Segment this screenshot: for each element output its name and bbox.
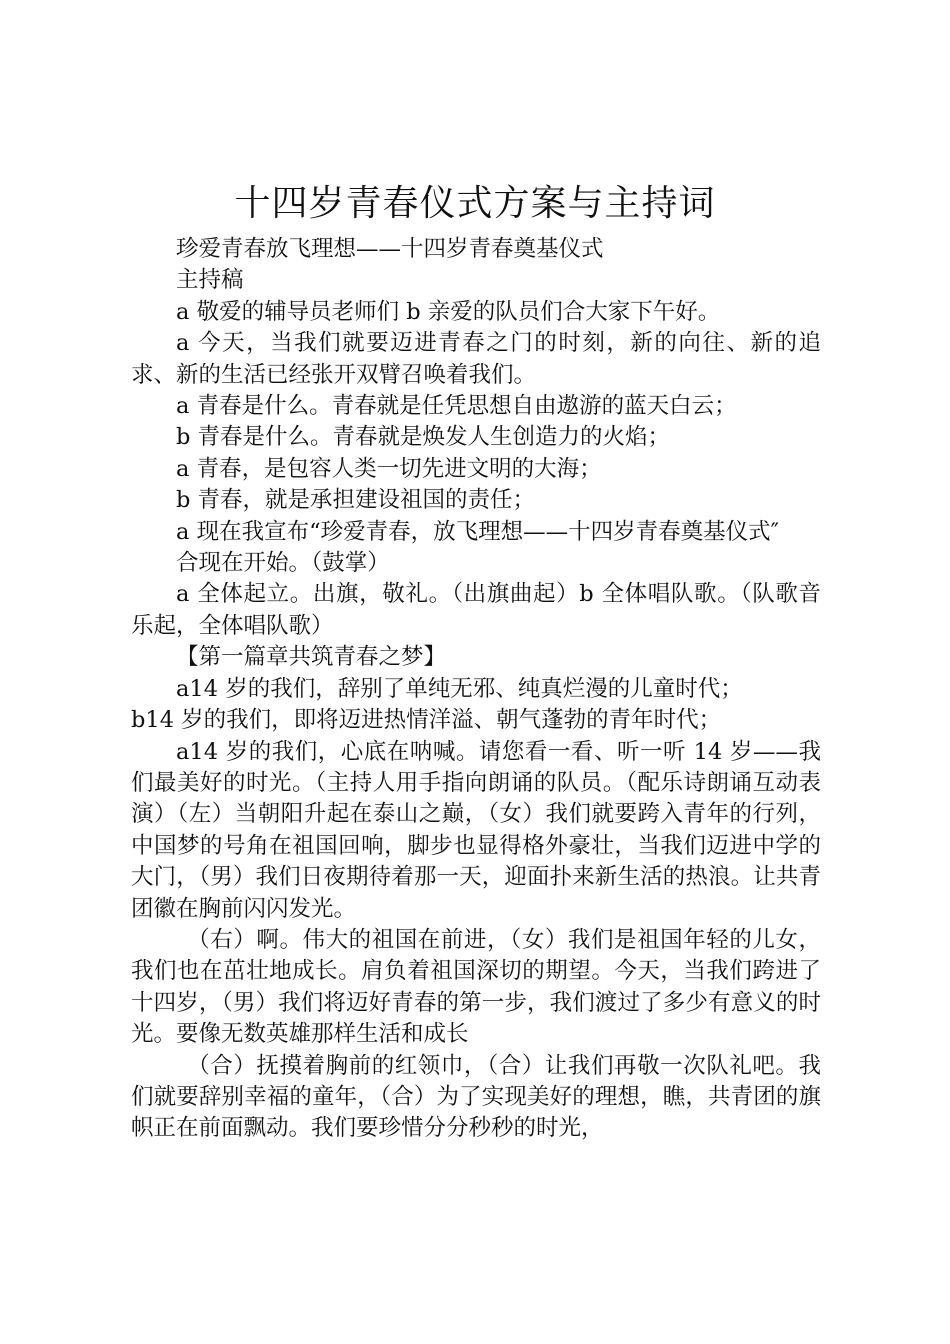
paragraph-b14: b14 岁的我们，即将迈进热情洋溢、朝气蓬勃的青年时代；: [131, 707, 722, 734]
paragraph-greeting: a 敬爱的辅导员老师们 b 亲爱的队员们合大家下午好。: [176, 298, 721, 325]
document-body: [131, 234, 821, 1145]
paragraph-youth-flame: b 青春是什么。青春就是焕发人生创造力的火焰；: [176, 424, 671, 451]
paragraph-a14: a14 岁的我们，辞别了单纯无邪、纯真烂漫的儿童时代；: [176, 675, 743, 702]
paragraph-right-voice: （右）啊。伟大的祖国在前进，（女）我们是祖国年轻的儿女，我们也在茁壮地成长。肩负着祖国深切的期望。今天，当我们跨进了十四岁，（男）我们将迈好青春的第一步，我们渡过了多少有意义的时光。要像无数英雄那样生活和成长: [131, 926, 821, 1048]
paragraph-flag-ceremony: a 全体起立。出旗，敬礼。（出旗曲起）b 全体唱队歌。（队歌音乐起，全体唱队歌）: [131, 581, 821, 639]
paragraph-recitation: a14 岁的我们，心底在呐喊。请您看一看、听一听 14 岁——我们最美好的时光。（主持人用手指向朗诵的队员。（配乐诗朗诵互动表演）（左）当朝阳升起在泰山之巅，（女）我们就要跨入青年的行列，中国梦的号角在祖国回响，脚步也显得格外豪壮，当我们迈进中学的大门，（男）我们日夜期待着那一天，迎面扑来新生活的热浪。让共青团徽在胸前闪闪发光。: [131, 738, 821, 922]
paragraph-opening: a 今天，当我们就要迈进青春之门的时刻，新的向往、新的追求、新的生活已经张开双臂召唤着我们。: [131, 330, 821, 388]
document-title: 十四岁青春仪式方案与主持词: [234, 183, 716, 224]
paragraph-chapter-one-heading: 【第一篇章共筑青春之梦】: [176, 644, 447, 671]
paragraph-script-label: 主持稿: [176, 267, 244, 294]
paragraph-youth-sea: a 青春，是包容人类一切先进文明的大海；: [176, 455, 602, 482]
paragraph-start: 合现在开始。（鼓掌）: [176, 550, 390, 577]
paragraph-youth-duty: b 青春，就是承担建设祖国的责任；: [176, 487, 536, 514]
paragraph-youth-sky: a 青春是什么。青春就是任凭思想自由遨游的蓝天白云；: [176, 393, 737, 420]
paragraph-together-voice: （合）抚摸着胸前的红领巾，（合）让我们再敬一次队礼吧。我们就要辞别幸福的童年，（合）为了实现美好的理想，瞧，共青团的旗帜正在前面飘动。我们要珍惜分分秒秒的时光，: [131, 1052, 821, 1142]
paragraph-announcement: a 现在我宣布“珍爱青春，放飞理想——十四岁青春奠基仪式″: [176, 518, 779, 545]
paragraph-subtitle: 珍爱青春放飞理想——十四岁青春奠基仪式: [176, 236, 604, 262]
